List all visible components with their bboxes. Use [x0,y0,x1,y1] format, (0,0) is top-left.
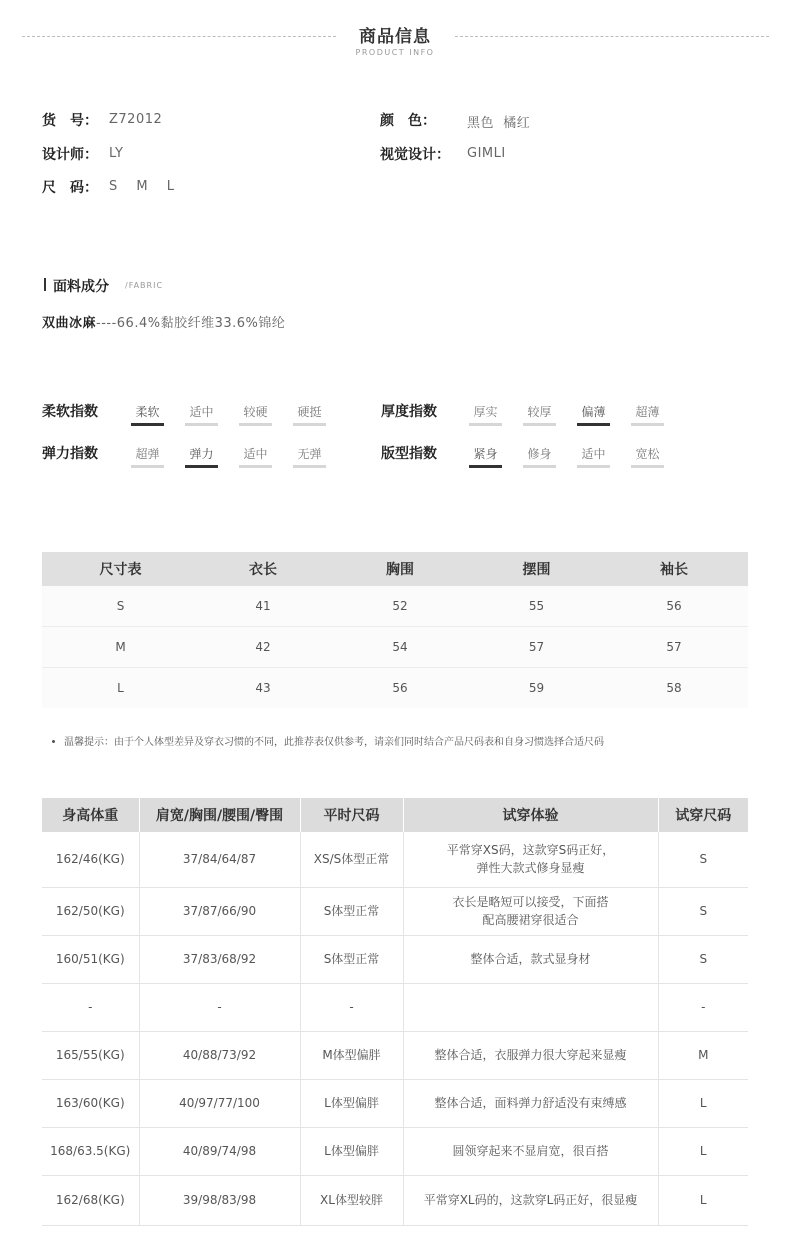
table-row [42,627,748,668]
table-cell: M [42,627,199,668]
fit-option-3: 适中 [577,445,610,468]
size-l: L [166,179,175,194]
table-cell: L [658,1079,748,1127]
thickness-option-4: 超薄 [631,403,664,426]
fit-option-4: 宽松 [631,445,664,468]
size-table [42,552,748,708]
size-table-head-length: 衣长 [199,552,327,586]
table-row [42,1079,748,1127]
table-cell: - [658,983,748,1031]
table-row [42,1031,748,1079]
fabric-description [42,312,285,331]
softness-option-2: 适中 [185,403,218,426]
fabric-title: 面料成分 [53,279,109,295]
table-cell: 39/98/83/98 [139,1175,300,1225]
softness-label: 柔软指数 [42,404,98,420]
table-cell: - [139,983,300,1031]
table-cell: 163/60(KG) [42,1079,139,1127]
table-cell: 37/83/68/92 [139,935,300,983]
table-cell: 162/50(KG) [42,887,139,935]
table-cell: 37/84/64/87 [139,832,300,887]
color-value: 黑色 橘红 [467,116,531,131]
color-label: 颜 色： [380,113,436,129]
table-cell: S体型正常 [300,887,403,935]
table-cell: - [300,983,403,1031]
table-cell: 整体合适，面料弹力舒适没有束缚感 [403,1079,658,1127]
table-cell: L体型偏胖 [300,1127,403,1175]
bullet-icon [52,740,55,743]
visual-label: 视觉设计： [380,147,450,163]
fit-option-1: 紧身 [469,445,502,468]
tryon-table-header [42,798,748,832]
size-table-head-bust: 胸围 [327,552,473,586]
size-s: S [109,179,118,194]
elasticity-option-4: 无弹 [293,445,326,468]
table-cell: - [42,983,139,1031]
size-label: 尺 码： [42,180,98,196]
softness-option-1: 柔软 [131,403,164,426]
tryon-head-usual-size: 平时尺码 [300,798,403,832]
table-cell: 圆领穿起来不显肩宽，很百搭 [403,1127,658,1175]
table-row [42,832,748,887]
thickness-option-1: 厚实 [469,403,502,426]
table-cell: 59 [473,668,600,709]
table-cell: M体型偏胖 [300,1031,403,1079]
table-cell [403,983,658,1031]
size-table-head-sleeve: 袖长 [600,552,748,586]
table-cell: 42 [199,627,327,668]
page-title: 商品信息 [359,27,431,47]
tryon-head-experience: 试穿体验 [403,798,658,832]
elasticity-option-1: 超弹 [131,445,164,468]
table-cell: 43 [199,668,327,709]
table-cell: L体型偏胖 [300,1079,403,1127]
table-row [42,887,748,935]
table-cell: 162/68(KG) [42,1175,139,1225]
table-cell: 57 [473,627,600,668]
table-cell: L [658,1127,748,1175]
elasticity-label: 弹力指数 [42,446,98,462]
item-no-label: 货 号： [42,113,98,129]
table-row [42,668,748,709]
elasticity-option-2: 弹力 [185,445,218,468]
designer-label: 设计师： [42,147,98,163]
table-cell: S [658,935,748,983]
table-cell: 衣长是略短可以接受，下面搭 配高腰裙穿很适合 [403,887,658,935]
table-cell: 56 [600,586,748,627]
tryon-table [42,798,748,1226]
table-cell: 160/51(KG) [42,935,139,983]
table-cell: 165/55(KG) [42,1031,139,1079]
thickness-option-3: 偏薄 [577,403,610,426]
table-cell: 整体合适，款式显身材 [403,935,658,983]
table-cell: 55 [473,586,600,627]
table-cell: S体型正常 [300,935,403,983]
size-values [109,179,189,194]
table-row [42,1175,748,1225]
size-m: M [136,179,149,194]
table-cell: 52 [327,586,473,627]
softness-option-4: 硬挺 [293,403,326,426]
table-cell: 58 [600,668,748,709]
fabric-composition: ----66.4%黏胶纤维33.6%锦纶 [96,316,286,331]
table-cell: XS/S体型正常 [300,832,403,887]
table-cell: S [658,832,748,887]
table-row [42,586,748,627]
table-cell: S [42,586,199,627]
designer-value: LY [109,146,124,161]
size-table-head-hem: 摆围 [473,552,600,586]
table-cell: 40/97/77/100 [139,1079,300,1127]
table-cell: M [658,1031,748,1079]
table-cell: L [658,1175,748,1225]
table-cell: 162/46(KG) [42,832,139,887]
table-cell: XL体型较胖 [300,1175,403,1225]
table-cell: 168/63.5(KG) [42,1127,139,1175]
table-cell: 41 [199,586,327,627]
table-cell: 56 [327,668,473,709]
table-cell: L [42,668,199,709]
table-row [42,935,748,983]
table-row [42,1127,748,1175]
table-cell: 54 [327,627,473,668]
table-cell: 57 [600,627,748,668]
table-cell: 37/87/66/90 [139,887,300,935]
table-cell: 平常穿XS码，这款穿S码正好， 弹性大款式修身显瘦 [403,832,658,887]
thickness-option-2: 较厚 [523,403,556,426]
softness-option-3: 较硬 [239,403,272,426]
size-tip-text: 温馨提示：由于个人体型差异及穿衣习惯的不同，此推荐表仅供参考，请亲们同时结合产品尺码表和自身习惯选择合适尺码 [64,737,604,748]
thickness-label: 厚度指数 [381,404,437,420]
table-cell: 整体合适，衣服弹力很大穿起来显瘦 [403,1031,658,1079]
fabric-title-bar [44,278,46,291]
size-tip [52,733,604,748]
fit-option-2: 修身 [523,445,556,468]
item-no-value: Z72012 [109,112,163,127]
table-row [42,983,748,1031]
size-table-head-size: 尺寸表 [42,552,199,586]
table-cell: 40/88/73/92 [139,1031,300,1079]
fit-label: 版型指数 [381,446,437,462]
table-cell: 40/89/74/98 [139,1127,300,1175]
visual-value: GIMLI [467,146,506,161]
fabric-name: 双曲冰麻 [42,316,97,331]
table-cell: 平常穿XL码的，这款穿L码正好，很显瘦 [403,1175,658,1225]
elasticity-option-3: 适中 [239,445,272,468]
fabric-subtitle: /FABRIC [125,281,164,290]
tryon-head-measurements: 肩宽/胸围/腰围/臀围 [139,798,300,832]
page-subtitle: PRODUCT INFO [355,48,435,57]
size-table-header [42,552,748,586]
table-cell: S [658,887,748,935]
tryon-head-tried-size: 试穿尺码 [658,798,748,832]
tryon-head-height-weight: 身高体重 [42,798,139,832]
